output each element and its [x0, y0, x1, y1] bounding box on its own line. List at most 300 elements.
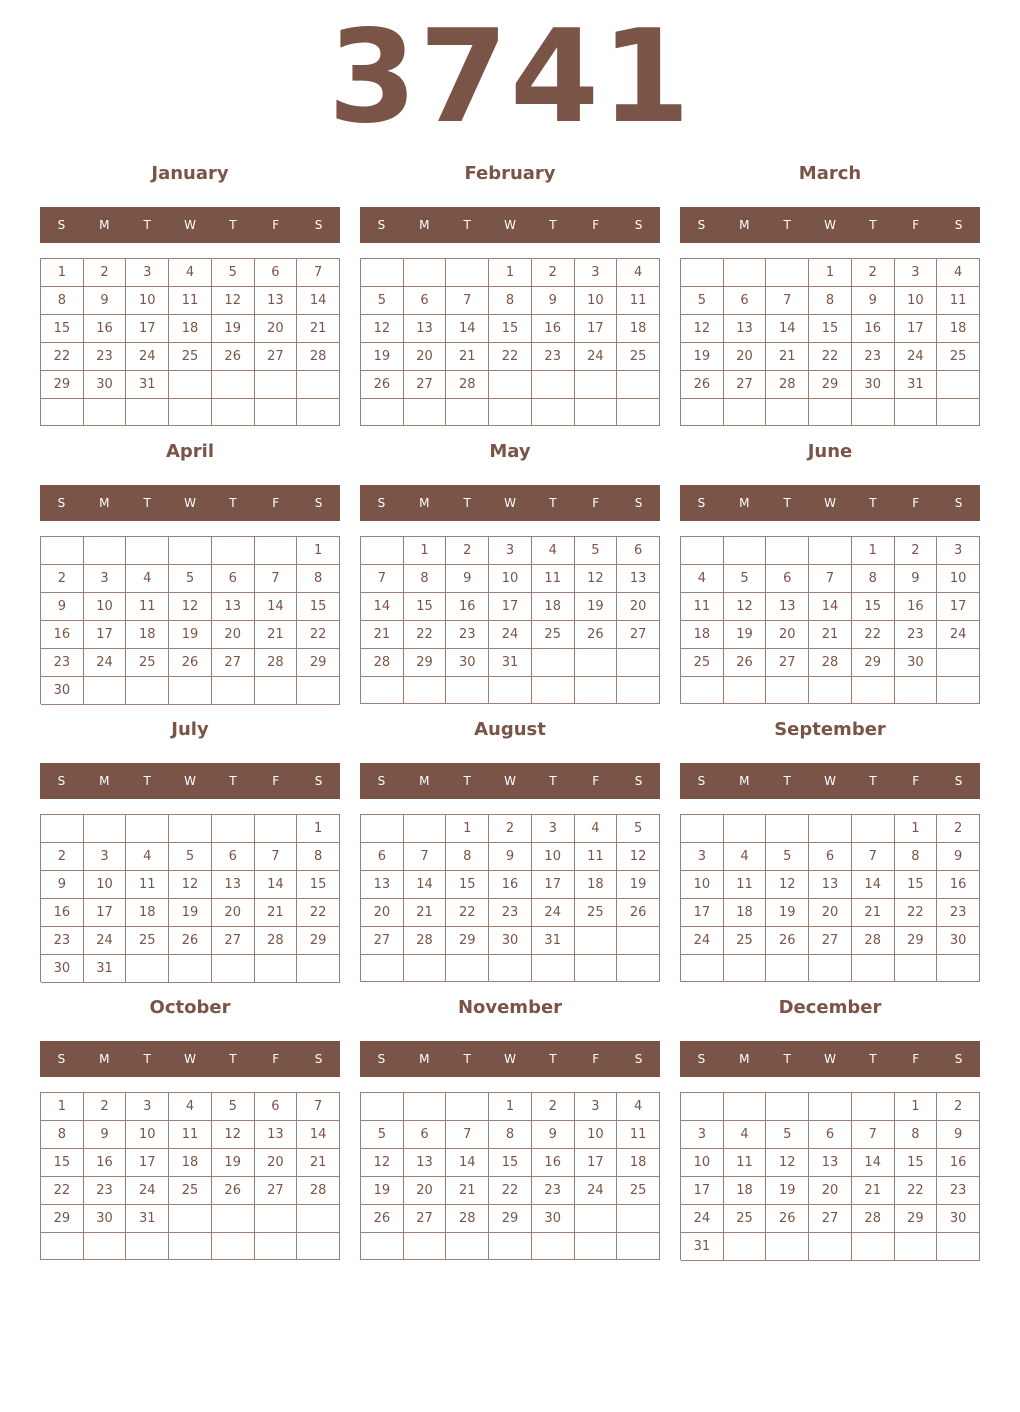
day-cell: 27 — [255, 343, 298, 371]
month-name: June — [807, 441, 853, 462]
day-cell: 19 — [169, 899, 212, 927]
weekday-label: F — [272, 774, 280, 788]
day-cell: 13 — [766, 593, 809, 621]
day-cell: 14 — [852, 871, 895, 899]
day-cell: 6 — [617, 537, 660, 565]
day-cell: 3 — [575, 1093, 618, 1121]
day-cell: 2 — [41, 565, 84, 593]
day-cell: 6 — [212, 565, 255, 593]
empty-day-cell — [852, 677, 895, 704]
empty-day-cell — [809, 677, 852, 704]
day-cell: 4 — [724, 1121, 767, 1149]
weekday-label: S — [314, 774, 323, 788]
empty-day-cell — [169, 815, 212, 843]
day-cell: 20 — [809, 1177, 852, 1205]
empty-day-cell — [809, 537, 852, 565]
day-cell: 28 — [297, 1177, 340, 1205]
day-cell: 20 — [809, 899, 852, 927]
day-cell: 29 — [895, 1205, 938, 1233]
day-cell: 13 — [404, 315, 447, 343]
weekday-label: F — [912, 496, 920, 510]
day-cell: 27 — [766, 649, 809, 677]
weekday-label: F — [912, 774, 920, 788]
day-cell: 17 — [681, 899, 724, 927]
empty-day-cell — [361, 259, 404, 287]
months-grid — [40, 159, 980, 1259]
day-cell: 8 — [895, 843, 938, 871]
day-cell: 19 — [766, 1177, 809, 1205]
day-cell: 9 — [84, 1121, 127, 1149]
day-cell: 23 — [84, 343, 127, 371]
day-cell: 1 — [297, 815, 340, 843]
weekday-label: T — [229, 774, 237, 788]
weekday-label: T — [549, 218, 557, 232]
day-cell: 11 — [724, 1149, 767, 1177]
day-cell: 16 — [532, 1149, 575, 1177]
empty-day-cell — [446, 1233, 489, 1260]
weekday-header — [680, 763, 980, 799]
empty-day-cell — [361, 399, 404, 426]
day-cell: 24 — [937, 621, 980, 649]
day-cell: 12 — [212, 1121, 255, 1149]
weekday-label: S — [314, 1052, 323, 1066]
empty-day-cell — [532, 371, 575, 399]
weekday-label: W — [504, 218, 516, 232]
day-cell: 15 — [404, 593, 447, 621]
day-cell: 23 — [852, 343, 895, 371]
day-cell: 27 — [617, 621, 660, 649]
month-name: September — [774, 719, 886, 740]
day-cell: 20 — [617, 593, 660, 621]
empty-day-cell — [766, 1093, 809, 1121]
day-cell: 14 — [255, 871, 298, 899]
day-cell: 6 — [212, 843, 255, 871]
day-cell: 7 — [766, 287, 809, 315]
day-cell: 9 — [937, 1121, 980, 1149]
day-cell: 23 — [84, 1177, 127, 1205]
day-cell: 5 — [766, 843, 809, 871]
day-cell: 26 — [766, 1205, 809, 1233]
weekday-label: M — [739, 774, 750, 788]
day-cell: 15 — [809, 315, 852, 343]
weekday-label: S — [697, 774, 706, 788]
day-cell: 16 — [532, 315, 575, 343]
day-cell: 14 — [297, 1121, 340, 1149]
empty-day-cell — [489, 1233, 532, 1260]
day-cell: 14 — [809, 593, 852, 621]
empty-day-cell — [446, 1093, 489, 1121]
day-cell: 3 — [575, 259, 618, 287]
day-cell: 19 — [724, 621, 767, 649]
weekday-label: S — [954, 496, 963, 510]
day-cell: 20 — [255, 315, 298, 343]
empty-day-cell — [126, 537, 169, 565]
day-cell: 23 — [532, 1177, 575, 1205]
day-cell: 22 — [489, 1177, 532, 1205]
empty-day-cell — [895, 955, 938, 982]
day-cell: 30 — [489, 927, 532, 955]
empty-day-cell — [404, 1093, 447, 1121]
year-title: 3741 — [327, 3, 693, 152]
empty-day-cell — [169, 371, 212, 399]
empty-day-cell — [617, 1205, 660, 1233]
day-cell: 7 — [297, 259, 340, 287]
day-cell: 5 — [766, 1121, 809, 1149]
weekday-label: M — [419, 496, 430, 510]
day-cell: 16 — [84, 315, 127, 343]
day-cell: 5 — [361, 287, 404, 315]
day-cell: 7 — [446, 1121, 489, 1149]
day-cell: 25 — [724, 1205, 767, 1233]
day-cell: 3 — [489, 537, 532, 565]
day-cell: 16 — [446, 593, 489, 621]
empty-day-cell — [255, 399, 298, 426]
weekday-label: M — [739, 1052, 750, 1066]
day-cell: 1 — [41, 259, 84, 287]
weekday-label: M — [419, 1052, 430, 1066]
weekday-label: F — [272, 496, 280, 510]
day-cell: 5 — [617, 815, 660, 843]
day-cell: 15 — [895, 871, 938, 899]
weekday-label: S — [697, 1052, 706, 1066]
day-cell: 3 — [532, 815, 575, 843]
day-cell: 17 — [84, 621, 127, 649]
empty-day-cell — [681, 399, 724, 426]
day-cell: 18 — [169, 315, 212, 343]
day-cell: 27 — [212, 649, 255, 677]
month-january — [40, 159, 340, 425]
day-cell: 18 — [126, 899, 169, 927]
month-name: May — [489, 441, 531, 462]
weekday-label: F — [592, 496, 600, 510]
day-cell: 4 — [575, 815, 618, 843]
day-cell: 27 — [809, 927, 852, 955]
empty-day-cell — [809, 955, 852, 982]
day-cell: 12 — [724, 593, 767, 621]
empty-day-cell — [169, 955, 212, 983]
empty-day-cell — [724, 259, 767, 287]
day-cell: 27 — [724, 371, 767, 399]
weekday-label: F — [272, 218, 280, 232]
empty-day-cell — [84, 677, 127, 705]
day-cell: 3 — [126, 259, 169, 287]
empty-day-cell — [575, 955, 618, 982]
weekday-label: T — [143, 774, 151, 788]
day-cell: 12 — [681, 315, 724, 343]
day-cell: 31 — [681, 1233, 724, 1261]
empty-day-cell — [446, 399, 489, 426]
day-cell: 16 — [937, 1149, 980, 1177]
month-august — [360, 715, 660, 981]
empty-day-cell — [617, 399, 660, 426]
day-cell: 30 — [895, 649, 938, 677]
day-cell: 27 — [404, 1205, 447, 1233]
weekday-label: T — [549, 496, 557, 510]
empty-day-cell — [617, 649, 660, 677]
empty-day-cell — [575, 677, 618, 704]
empty-day-cell — [681, 537, 724, 565]
day-cell: 10 — [895, 287, 938, 315]
day-cell: 5 — [169, 843, 212, 871]
weekday-label: S — [377, 774, 386, 788]
weekday-label: F — [912, 1052, 920, 1066]
day-cell: 4 — [126, 565, 169, 593]
day-cell: 17 — [895, 315, 938, 343]
empty-day-cell — [895, 677, 938, 704]
day-cell: 27 — [809, 1205, 852, 1233]
day-cell: 10 — [126, 287, 169, 315]
day-cell: 19 — [766, 899, 809, 927]
empty-day-cell — [446, 677, 489, 704]
day-cell: 14 — [255, 593, 298, 621]
day-cell: 12 — [361, 315, 404, 343]
empty-day-cell — [255, 1233, 298, 1260]
day-cell: 11 — [937, 287, 980, 315]
weekday-header — [360, 763, 660, 799]
day-cell: 4 — [617, 1093, 660, 1121]
weekday-label: T — [783, 218, 791, 232]
day-cell: 11 — [532, 565, 575, 593]
day-cell: 26 — [212, 343, 255, 371]
empty-day-cell — [84, 399, 127, 426]
day-cell: 23 — [937, 1177, 980, 1205]
empty-day-cell — [212, 399, 255, 426]
empty-day-cell — [724, 955, 767, 982]
day-cell: 8 — [895, 1121, 938, 1149]
empty-day-cell — [617, 1233, 660, 1260]
day-cell: 30 — [937, 1205, 980, 1233]
weekday-label: S — [634, 774, 643, 788]
day-cell: 30 — [937, 927, 980, 955]
day-grid — [360, 536, 660, 704]
empty-day-cell — [255, 677, 298, 705]
empty-day-cell — [937, 677, 980, 704]
day-grid — [360, 1092, 660, 1260]
weekday-label: F — [912, 218, 920, 232]
empty-day-cell — [212, 371, 255, 399]
day-cell: 13 — [809, 1149, 852, 1177]
day-cell: 6 — [724, 287, 767, 315]
empty-day-cell — [724, 1233, 767, 1261]
day-cell: 29 — [297, 927, 340, 955]
day-cell: 26 — [681, 371, 724, 399]
empty-day-cell — [532, 399, 575, 426]
day-cell: 18 — [617, 315, 660, 343]
day-cell: 13 — [809, 871, 852, 899]
day-cell: 17 — [126, 1149, 169, 1177]
day-cell: 30 — [41, 955, 84, 983]
weekday-header — [40, 1041, 340, 1077]
empty-day-cell — [126, 1233, 169, 1260]
day-cell: 3 — [681, 1121, 724, 1149]
day-cell: 19 — [212, 315, 255, 343]
day-cell: 26 — [212, 1177, 255, 1205]
day-cell: 1 — [809, 259, 852, 287]
empty-day-cell — [852, 399, 895, 426]
day-cell: 1 — [489, 1093, 532, 1121]
day-cell: 4 — [937, 259, 980, 287]
empty-day-cell — [575, 927, 618, 955]
month-name: August — [474, 719, 546, 740]
empty-day-cell — [766, 259, 809, 287]
empty-day-cell — [766, 677, 809, 704]
empty-day-cell — [852, 1093, 895, 1121]
day-cell: 11 — [126, 593, 169, 621]
day-cell: 21 — [852, 899, 895, 927]
day-cell: 2 — [895, 537, 938, 565]
day-cell: 9 — [532, 1121, 575, 1149]
day-cell: 12 — [766, 871, 809, 899]
day-cell: 23 — [489, 899, 532, 927]
empty-day-cell — [809, 1093, 852, 1121]
empty-day-cell — [766, 399, 809, 426]
weekday-label: T — [229, 496, 237, 510]
day-cell: 14 — [404, 871, 447, 899]
day-cell: 24 — [575, 343, 618, 371]
day-cell: 23 — [532, 343, 575, 371]
day-cell: 25 — [937, 343, 980, 371]
day-cell: 22 — [809, 343, 852, 371]
day-cell: 31 — [126, 371, 169, 399]
day-cell: 6 — [255, 259, 298, 287]
day-cell: 10 — [681, 871, 724, 899]
day-cell: 15 — [489, 1149, 532, 1177]
day-cell: 27 — [404, 371, 447, 399]
day-cell: 1 — [895, 815, 938, 843]
day-cell: 9 — [41, 593, 84, 621]
day-cell: 21 — [852, 1177, 895, 1205]
day-cell: 22 — [446, 899, 489, 927]
day-cell: 20 — [212, 899, 255, 927]
empty-day-cell — [681, 677, 724, 704]
day-cell: 31 — [84, 955, 127, 983]
month-name: November — [457, 997, 563, 1018]
weekday-label: S — [954, 774, 963, 788]
day-cell: 1 — [404, 537, 447, 565]
day-cell: 28 — [255, 649, 298, 677]
day-cell: 30 — [446, 649, 489, 677]
day-cell: 1 — [297, 537, 340, 565]
empty-day-cell — [724, 815, 767, 843]
day-cell: 3 — [681, 843, 724, 871]
day-cell: 7 — [446, 287, 489, 315]
day-cell: 26 — [575, 621, 618, 649]
day-cell: 17 — [681, 1177, 724, 1205]
day-cell: 5 — [724, 565, 767, 593]
empty-day-cell — [575, 1233, 618, 1260]
day-cell: 23 — [41, 649, 84, 677]
day-cell: 29 — [41, 371, 84, 399]
empty-day-cell — [681, 259, 724, 287]
day-cell: 2 — [532, 259, 575, 287]
day-cell: 9 — [41, 871, 84, 899]
month-april — [40, 437, 340, 703]
day-grid — [680, 814, 980, 982]
weekday-label: T — [463, 496, 471, 510]
empty-day-cell — [617, 677, 660, 704]
day-cell: 31 — [489, 649, 532, 677]
weekday-label: T — [463, 218, 471, 232]
weekday-label: M — [99, 496, 110, 510]
day-cell: 4 — [532, 537, 575, 565]
weekday-label: S — [377, 496, 386, 510]
empty-day-cell — [361, 537, 404, 565]
weekday-label: S — [377, 1052, 386, 1066]
day-cell: 20 — [724, 343, 767, 371]
weekday-label: S — [314, 496, 323, 510]
day-cell: 15 — [852, 593, 895, 621]
day-cell: 5 — [681, 287, 724, 315]
day-cell: 19 — [361, 343, 404, 371]
weekday-label: S — [377, 218, 386, 232]
month-october — [40, 993, 340, 1259]
day-cell: 29 — [809, 371, 852, 399]
day-cell: 15 — [41, 1149, 84, 1177]
empty-day-cell — [297, 677, 340, 705]
weekday-label: T — [549, 774, 557, 788]
empty-day-cell — [937, 371, 980, 399]
day-cell: 19 — [681, 343, 724, 371]
weekday-header — [40, 207, 340, 243]
empty-day-cell — [617, 955, 660, 982]
day-cell: 22 — [297, 899, 340, 927]
day-cell: 4 — [169, 259, 212, 287]
empty-day-cell — [937, 1233, 980, 1261]
day-cell: 25 — [575, 899, 618, 927]
day-cell: 15 — [446, 871, 489, 899]
day-grid — [680, 258, 980, 426]
day-cell: 25 — [617, 343, 660, 371]
day-cell: 9 — [489, 843, 532, 871]
day-cell: 13 — [255, 287, 298, 315]
empty-day-cell — [617, 371, 660, 399]
day-cell: 31 — [895, 371, 938, 399]
day-cell: 29 — [297, 649, 340, 677]
weekday-label: W — [184, 774, 196, 788]
day-cell: 31 — [532, 927, 575, 955]
day-cell: 8 — [809, 287, 852, 315]
weekday-label: F — [272, 1052, 280, 1066]
day-cell: 28 — [766, 371, 809, 399]
weekday-label: T — [229, 218, 237, 232]
day-cell: 22 — [404, 621, 447, 649]
day-grid — [40, 1092, 340, 1260]
empty-day-cell — [937, 649, 980, 677]
weekday-label: W — [504, 1052, 516, 1066]
day-cell: 22 — [489, 343, 532, 371]
day-cell: 12 — [169, 593, 212, 621]
day-cell: 1 — [852, 537, 895, 565]
day-cell: 24 — [84, 927, 127, 955]
weekday-label: S — [314, 218, 323, 232]
day-cell: 10 — [937, 565, 980, 593]
empty-day-cell — [532, 649, 575, 677]
empty-day-cell — [212, 955, 255, 983]
empty-day-cell — [681, 815, 724, 843]
day-cell: 2 — [937, 815, 980, 843]
day-cell: 20 — [361, 899, 404, 927]
empty-day-cell — [255, 1205, 298, 1233]
day-cell: 5 — [575, 537, 618, 565]
day-cell: 28 — [446, 1205, 489, 1233]
day-cell: 17 — [937, 593, 980, 621]
day-cell: 18 — [575, 871, 618, 899]
weekday-label: T — [869, 218, 877, 232]
empty-day-cell — [766, 955, 809, 982]
day-cell: 4 — [681, 565, 724, 593]
day-cell: 25 — [169, 1177, 212, 1205]
empty-day-cell — [724, 537, 767, 565]
